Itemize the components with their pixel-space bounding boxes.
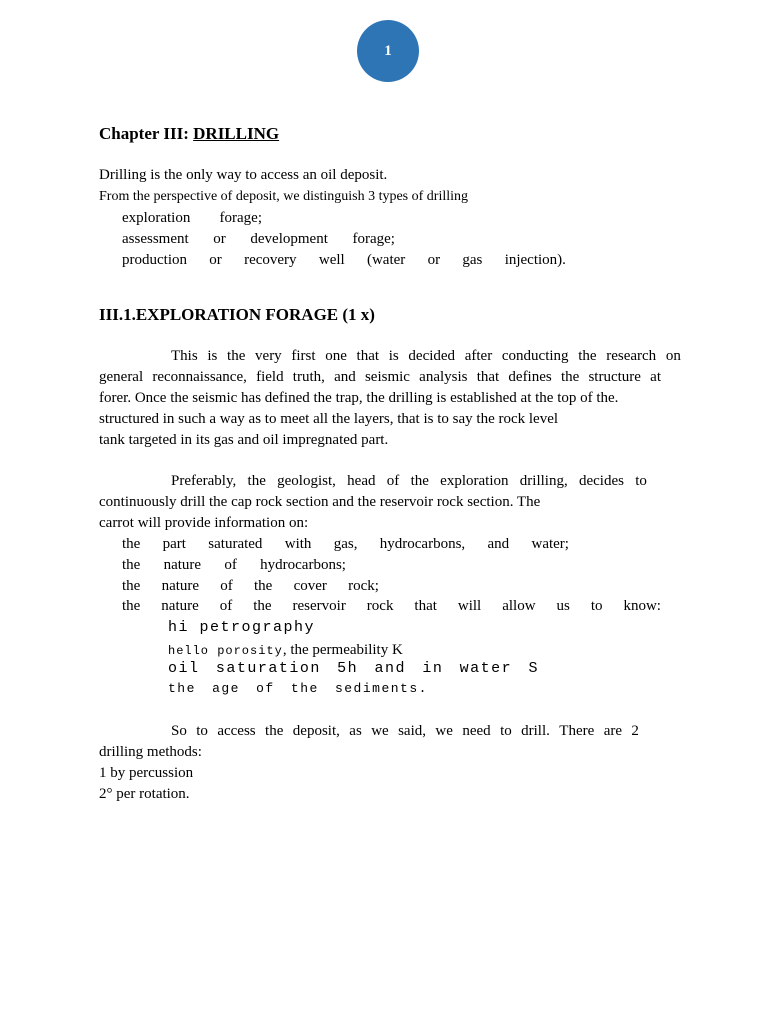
word: or xyxy=(209,252,222,268)
word: development xyxy=(250,231,328,247)
word: nature xyxy=(161,598,199,614)
word: 2 xyxy=(631,723,639,739)
word: that xyxy=(356,348,380,364)
word: forage; xyxy=(219,210,262,226)
word: the xyxy=(254,578,273,594)
info-item-1 xyxy=(122,536,569,553)
sub-item-porosity xyxy=(168,641,403,659)
word: and xyxy=(487,536,510,552)
word: of xyxy=(220,578,233,594)
chapter-title xyxy=(99,124,279,144)
word: very xyxy=(255,348,282,364)
para1-line-5: tank targeted in its gas and oil impregnated part. xyxy=(99,432,389,448)
sub-item-petrography: hi petrography xyxy=(168,619,316,636)
word: to xyxy=(590,598,603,614)
word: conducting xyxy=(501,348,569,364)
info-item-3 xyxy=(122,578,379,595)
word: There xyxy=(559,723,595,739)
word: of xyxy=(219,598,233,614)
word: exploration xyxy=(122,210,191,226)
info-item-2 xyxy=(122,557,346,574)
sub-item-porosity-mono: hello porosity xyxy=(168,644,283,658)
para3-line-4: 2° per rotation. xyxy=(99,786,190,802)
para1-line-4: structured in such a way as to meet all the layers, that is to say the rock level xyxy=(99,411,559,427)
word: head xyxy=(347,473,376,489)
word: or xyxy=(213,231,226,247)
word: injection). xyxy=(504,252,566,268)
word: to xyxy=(196,723,208,739)
word: deposit, xyxy=(292,723,340,739)
word: rock; xyxy=(348,578,379,594)
word: we xyxy=(371,723,389,739)
word: and xyxy=(374,660,406,677)
para1-line-1 xyxy=(171,348,681,365)
word: (water xyxy=(366,252,406,268)
word: sediments. xyxy=(334,681,428,696)
word: defines xyxy=(508,369,552,385)
word: allow xyxy=(502,598,536,614)
word: the xyxy=(247,473,266,489)
word: S xyxy=(528,660,539,677)
type-item-assessment xyxy=(122,231,395,248)
para3-line-2: drilling methods: xyxy=(99,744,202,760)
word: field xyxy=(256,369,284,385)
word: recovery xyxy=(244,252,297,268)
word: are xyxy=(603,723,622,739)
word: to xyxy=(635,473,647,489)
type-item-production xyxy=(122,252,566,269)
word: nature xyxy=(163,557,202,573)
word: will xyxy=(457,598,482,614)
word: at xyxy=(650,369,661,385)
word: production xyxy=(122,252,187,268)
sub-item-saturation xyxy=(168,660,539,677)
word: This xyxy=(171,348,198,364)
para3-line-3: 1 by percussion xyxy=(99,765,194,781)
type-item-exploration xyxy=(122,210,262,227)
chapter-name: DRILLING xyxy=(193,124,280,143)
word: access xyxy=(217,723,256,739)
word: the xyxy=(168,681,196,696)
word: analysis xyxy=(419,369,468,385)
word: seismic xyxy=(364,369,410,385)
word: 5h xyxy=(337,660,359,677)
word: exploration xyxy=(440,473,509,489)
word: decided xyxy=(408,348,456,364)
word: assessment xyxy=(122,231,189,247)
intro-line-2: From the perspective of deposit, we distinguish 3 types of drilling xyxy=(99,189,469,204)
word: hydrocarbons; xyxy=(260,557,346,573)
word: need xyxy=(462,723,491,739)
word: the xyxy=(122,578,141,594)
para3-line-1 xyxy=(171,723,639,740)
word: water xyxy=(459,660,513,677)
word: So xyxy=(171,723,187,739)
word: in xyxy=(422,660,444,677)
word: gas xyxy=(462,252,483,268)
word: reservoir xyxy=(292,598,346,614)
sub-item-age xyxy=(168,681,428,696)
word: the xyxy=(122,536,141,552)
word: drilling, xyxy=(519,473,568,489)
word: and xyxy=(334,369,356,385)
para2-line-1 xyxy=(171,473,647,490)
word: hydrocarbons, xyxy=(379,536,466,552)
sub-item-permeability: , the permeability K xyxy=(282,642,403,658)
word: the xyxy=(560,369,580,385)
word: on xyxy=(665,348,681,364)
word: the xyxy=(122,557,141,573)
word: know: xyxy=(623,598,661,614)
info-item-4 xyxy=(122,598,661,615)
section-heading: III.1.EXPLORATION FORAGE (1 x) xyxy=(99,305,375,324)
word: reconnaissance, xyxy=(152,369,247,385)
word: saturation xyxy=(215,660,321,677)
word: as xyxy=(349,723,362,739)
word: drill. xyxy=(521,723,550,739)
word: of xyxy=(256,681,275,696)
page-number-badge: 1 xyxy=(357,20,419,82)
word: after xyxy=(464,348,493,364)
word: is xyxy=(207,348,218,364)
intro-line-1: Drilling is the only way to access an oil deposit. xyxy=(99,167,388,183)
word: research xyxy=(606,348,657,364)
word: the xyxy=(227,348,246,364)
word: the xyxy=(265,723,284,739)
para1-line-3: forer. Once the seismic has defined the trap, the drilling is established at the top of the. xyxy=(99,390,619,406)
word: of xyxy=(224,557,237,573)
word: forage; xyxy=(352,231,395,247)
word: part xyxy=(162,536,186,552)
word: water; xyxy=(531,536,569,552)
chapter-prefix: Chapter III: xyxy=(99,124,194,143)
word: of xyxy=(386,473,400,489)
word: oil xyxy=(168,660,200,677)
para2-line-3: carrot will provide information on: xyxy=(99,515,309,531)
word: that xyxy=(476,369,500,385)
word: structure xyxy=(588,369,641,385)
word: said, xyxy=(398,723,427,739)
word: nature xyxy=(161,578,200,594)
word: decides xyxy=(578,473,624,489)
word: to xyxy=(500,723,512,739)
word: the xyxy=(410,473,429,489)
para2-line-2: continuously drill the cap rock section and the reservoir rock section. The xyxy=(99,494,541,510)
word: first xyxy=(291,348,316,364)
word: geologist, xyxy=(277,473,336,489)
word: truth, xyxy=(292,369,325,385)
word: the xyxy=(253,598,272,614)
word: general xyxy=(99,369,144,385)
word: is xyxy=(388,348,399,364)
word: one xyxy=(325,348,347,364)
word: age xyxy=(212,681,240,696)
word: us xyxy=(556,598,570,614)
word: the xyxy=(122,598,141,614)
word: Preferably, xyxy=(171,473,237,489)
word: the xyxy=(578,348,597,364)
word: we xyxy=(435,723,453,739)
word: with xyxy=(284,536,312,552)
word: that xyxy=(414,598,437,614)
word: cover xyxy=(293,578,327,594)
word: well xyxy=(318,252,345,268)
word: rock xyxy=(366,598,394,614)
word: or xyxy=(427,252,441,268)
word: the xyxy=(290,681,319,696)
word: saturated xyxy=(208,536,263,552)
word: gas, xyxy=(333,536,358,552)
para1-line-2 xyxy=(99,369,661,386)
